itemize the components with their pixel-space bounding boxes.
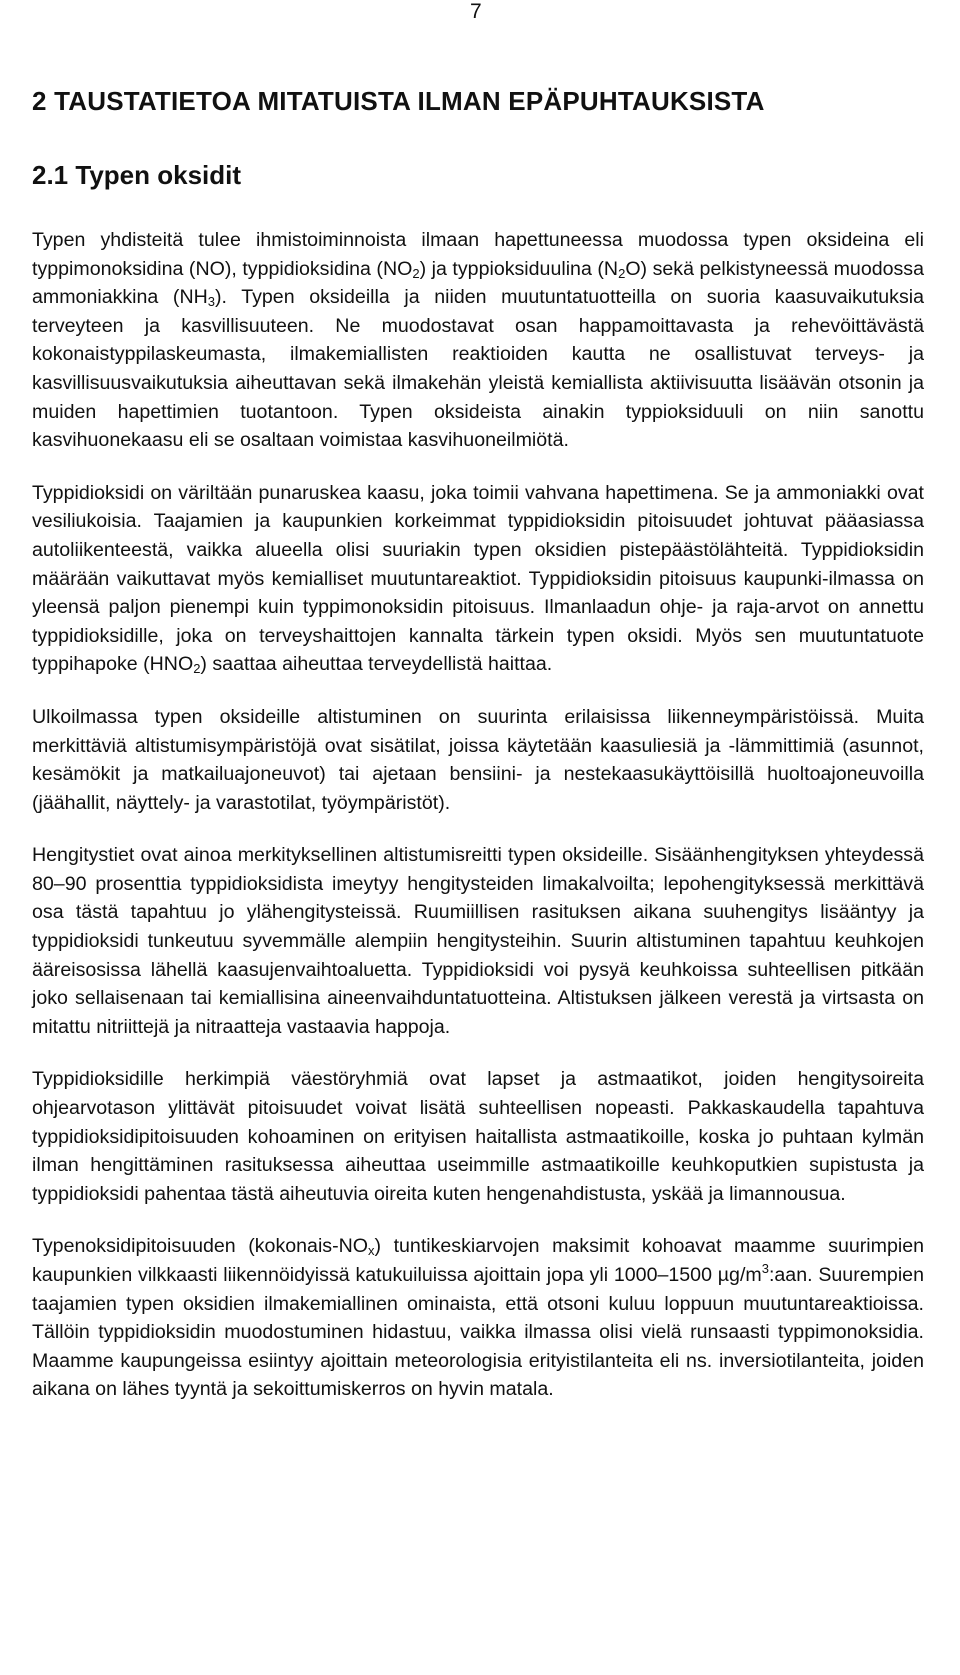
chapter-heading: 2 TAUSTATIETOA MITATUISTA ILMAN EPÄPUHTAUKSISTA	[32, 86, 765, 116]
section-heading: 2.1 Typen oksidit	[32, 160, 242, 190]
paragraph-2: Typpidioksidi on väriltään punaruskea kaasu, joka toimii vahvana hapettimena. Se ja ammoniakki ovat vesiliukoisia. Taajamien ja kaupunkien korkeimmat typpidioksidin pitoisuudet johtuvat pääasiassa autoliikenteestä, vaikka alueella olisi suuriakin typen oksidien pistepäästölähteitä. Typpidioksidin määrään vaikuttavat myös kemialliset muutuntareaktiot. Typpidioksidin pitoisuus kaupunki-ilmassa on yleensä paljon pienempi kuin typpimonoksidin pitoisuus. Ilmanlaadun ohje- ja raja-arvot on annettu typpidioksidille, joka on terveyshaittojen kannalta tärkein typen oksidi. Myös sen muutuntatuote typpihapoke $(HNO_2)$ saattaa aiheuttaa terveydellistä haittaa.	[32, 481, 924, 677]
paragraph-4: Hengitystiet ovat ainoa merkityksellinen altistumisreitti typen oksideille. Sisäänhengityksen yhteydessä 80–90 prosenttia typpidioksidista imeytyy hengitysteiden limakalvoilta; lepohengityksessä merkittävä osa tästä tapahtuu jo ylähengitysteissä. Ruumiillisen rasituksen aikana suuhengitys lisääntyy ja typpidioksidi tunkeutuu syvemmälle alempiin hengitysteihin. Suurin altistuminen tapahtuu keuhkojen ääreisosissa lähellä kaasujenvaihtoaluetta. Typpidioksidi voi pysyä keuhkoissa suhteellisen pitkään joko sellaisenaan tai kemiallisina aineenvaihduntatuotteina. Altistuksen jälkeen verestä ja virtsasta on mitattu nitriittejä ja nitraatteja vastaavia happoja.	[32, 844, 924, 1038]
page-number: 7	[470, 0, 482, 23]
paragraph-6: Typenoksidipitoisuuden $(kokonais-NO_x)$ tuntikeskiarvojen maksimit kohoavat maamme suurimpien kaupunkien vilkkaasti liikennöidyissä katukuiluissa ajoittain jopa yli 1000–1500 $\mu g/m^3:aan$. Suurempien taajamien typen oksidien ilmakemiallinen ominaista, että otsoni kuluu loppuun muutuntareaktioissa. Tällöin typpidioksidin muodostuminen hidastuu, vaikka ilmassa olisi vielä runsaasti typpimonoksidia. Maamme kaupungeissa esiintyy ajoittain meteorologisia erityistilanteita eli ns. inversiotilanteita, joiden aikana on lähes tyyntä ja sekoittumiskerros on hyvin matala.	[32, 1235, 924, 1401]
paragraph-3: Ulkoilmassa typen oksideille altistuminen on suurinta erilaisissa liikenneympäristöissä. Muita merkittäviä altistumisympäristöjä ovat sisätilat, joissa käytetään kaasuliesiä ja -lämmittimiä (asunnot, kesämökit ja matkailuajoneuvot) tai ajetaan bensiini- ja nestekaasukäyttöisillä huoltoajoneuvoilla (jäähallit, näyttely- ja varastotilat, työympäristöt).	[32, 705, 924, 814]
document-body	[32, 84, 924, 1428]
paragraph-5: Typpidioksidille herkimpiä väestöryhmiä ovat lapset ja astmaatikot, joiden hengitysoireita ohjearvotason ylittävät pitoisuudet voivat lisätä suhteellisen nopeasti. Pakkaskaudella tapahtuva typpidioksidipitoisuuden kohoaminen on erityisen haitallista astmaatikoille, koska jo puhtaan kylmän ilman hengittäminen rasituksessa aiheuttaa useimmille astmaatikoille keuhkoputkien supistusta ja typpidioksidi pahentaa tästä aiheutuvia oireita kuten hengenahdistusta, yskää ja limannousua.	[32, 1068, 924, 1205]
paragraph-1: Typen yhdisteitä tulee ihmistoiminnoista ilmaan hapettuneessa muodossa typen oksideina eli typpimonoksidina (NO), typpidioksidina $(NO_2)$ ja typpioksiduulina $(N_2O)$ sekä pelkistyneessä muodossa ammoniakkina $(NH_3)$. Typen oksideilla ja niiden muutuntatuotteilla on suoria kaasuvaikutuksia terveyteen ja kasvillisuuteen. Ne muodostavat osan happamoittavasta ja rehevöittävästä kokonaistyppilaskeumasta, ilmakemiallisten reaktioiden kautta ne osallistuvat terveys- ja kasvillisuusvaikutuksia aiheuttavan sekä ilmakehän yleistä kemiallista aktiivisuutta lisäävän otsonin ja muiden hapettimien tuotantoon. Typen oksideista ainakin typpioksiduuli on niin sanottu kasvihuonekaasu eli se osaltaan voimistaa kasvihuoneilmiötä.	[32, 229, 924, 452]
